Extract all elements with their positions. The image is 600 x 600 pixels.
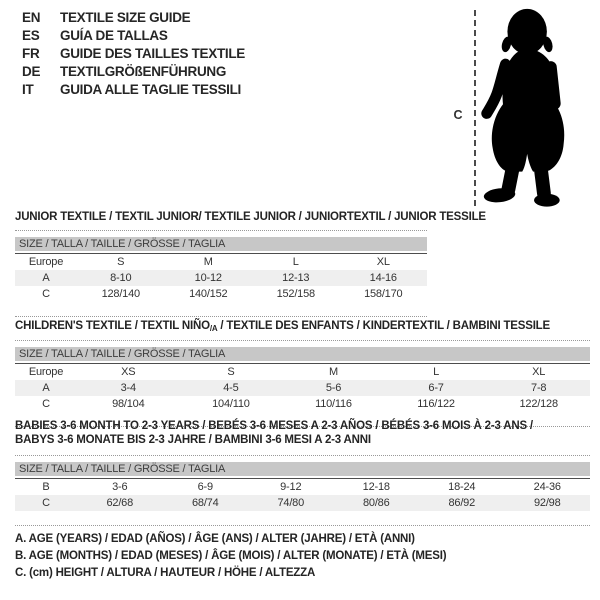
size-cell: XS: [77, 363, 180, 380]
lang-row-it: [22, 81, 245, 99]
babies-size-table-wrap: [15, 455, 590, 526]
children-title-part2: / TEXTILE DES ENFANTS / KINDERTEXTIL / BAMBINI TESSILE: [217, 320, 550, 332]
size-cell: 122/128: [519, 398, 558, 410]
lang-title: GUIDA ALLE TAGLIE TESSILI: [60, 82, 241, 97]
size-cell: XL: [487, 363, 590, 380]
babies-title-line1: BABIES 3-6 MONTH TO 2-3 YEARS / BEBÉS 3-6 MESES A 2-3 AÑOS / BÉBÉS 3-6 MOIS À 2-3 ANS /: [15, 420, 533, 432]
size-cell: 158/170: [364, 288, 403, 300]
row-label: A: [15, 270, 77, 286]
babies-table-title: [15, 419, 533, 447]
size-cell: 7-8: [487, 380, 590, 396]
row-label: B: [15, 478, 77, 495]
table-row-height: [15, 396, 590, 412]
size-cell: 4-5: [180, 380, 283, 396]
size-cell: 104/110: [212, 398, 250, 410]
size-cell: M: [165, 253, 253, 270]
size-cell: 6-9: [163, 478, 249, 495]
size-cell: 24-36: [505, 478, 591, 495]
children-size-table: [15, 347, 590, 412]
size-cell: 18-24: [419, 478, 505, 495]
table-row-age-months: [15, 478, 590, 495]
size-cell: 74/80: [248, 495, 334, 511]
height-measure-label: C: [453, 108, 463, 122]
size-cell: 86/92: [419, 495, 505, 511]
language-list: [22, 9, 245, 99]
size-cell: 5-6: [282, 380, 385, 396]
size-cell: 10-12: [165, 270, 253, 286]
lang-title: GUÍA DE TALLAS: [60, 28, 168, 43]
children-title-part1: CHILDREN'S TEXTILE / TEXTIL NIÑO: [15, 320, 210, 332]
table-row-height: [15, 286, 427, 302]
lang-row-en: [22, 9, 245, 27]
babies-title-line2: BABYS 3-6 MONATE BIS 2-3 JAHRE / BAMBINI 3-6 MESI A 2-3 ANNI: [15, 434, 371, 446]
junior-table-title: JUNIOR TEXTILE / TEXTIL JUNIOR/ TEXTILE JUNIOR / JUNIORTEXTIL / JUNIOR TESSILE: [15, 211, 486, 223]
size-cell: 12-13: [252, 270, 340, 286]
lang-title: TEXTILGRÖßENFÜHRUNG: [60, 64, 227, 79]
lang-code: ES: [22, 28, 40, 43]
size-header-band: SIZE / TALLA / TAILLE / GRÖSSE / TAGLIA: [15, 237, 427, 251]
footnotes: [15, 531, 446, 582]
footnote-age-years: A. AGE (YEARS) / EDAD (AÑOS) / ÂGE (ANS) / ALTER (JAHRE) / ETÀ (ANNI): [15, 533, 415, 545]
table-row-age: [15, 270, 427, 286]
size-cell: L: [252, 253, 340, 270]
lang-row-fr: [22, 45, 245, 63]
size-cell: 8-10: [77, 270, 165, 286]
lang-row-de: [22, 63, 245, 81]
footnote-height: C. (cm) HEIGHT / ALTURA / HAUTEUR / HÖHE / ALTEZZA: [15, 567, 316, 579]
junior-size-table: [15, 237, 427, 302]
children-size-table-wrap: [15, 340, 590, 427]
size-cell: S: [180, 363, 283, 380]
size-cell: 3-4: [77, 380, 180, 396]
lang-code: FR: [22, 46, 40, 61]
table-row-height: [15, 495, 590, 511]
size-header-band: SIZE / TALLA / TAILLE / GRÖSSE / TAGLIA: [15, 347, 590, 361]
lang-code: DE: [22, 64, 41, 79]
children-table-title: [15, 319, 550, 336]
lang-row-es: [22, 27, 245, 45]
size-cell: 62/68: [77, 495, 163, 511]
table-row-europe: [15, 363, 590, 380]
size-cell: 68/74: [163, 495, 249, 511]
lang-code: EN: [22, 10, 41, 25]
row-label: Europe: [15, 253, 77, 270]
size-cell: M: [282, 363, 385, 380]
size-cell: 116/122: [417, 398, 455, 410]
size-cell: 6-7: [385, 380, 488, 396]
size-cell: L: [385, 363, 488, 380]
lang-title: GUIDE DES TAILLES TEXTILE: [60, 46, 246, 61]
junior-size-table-wrap: [15, 230, 427, 317]
footnote-age-months: B. AGE (MONTHS) / EDAD (MESES) / ÂGE (MOIS) / ALTER (MONATE) / ETÀ (MESI): [15, 550, 447, 562]
lang-code: IT: [22, 82, 34, 97]
row-label: C: [42, 288, 50, 300]
table-row-europe: [15, 253, 427, 270]
row-label: Europe: [15, 363, 77, 380]
size-cell: 92/98: [505, 495, 591, 511]
row-label: C: [42, 398, 50, 410]
size-cell: 14-16: [340, 270, 428, 286]
size-cell: 3-6: [77, 478, 163, 495]
size-cell: 12-18: [334, 478, 420, 495]
table-row-age: [15, 380, 590, 396]
lang-title: TEXTILE SIZE GUIDE: [60, 10, 191, 25]
size-cell: 9-12: [248, 478, 334, 495]
size-cell: XL: [340, 253, 428, 270]
row-label: A: [15, 380, 77, 396]
size-header-band: SIZE / TALLA / TAILLE / GRÖSSE / TAGLIA: [15, 462, 590, 476]
row-label: C: [15, 495, 77, 511]
size-cell: 152/158: [276, 288, 315, 300]
babies-size-table: [15, 462, 590, 511]
size-cell: 140/152: [189, 288, 228, 300]
children-title-sub: /A: [209, 324, 218, 333]
size-cell: 98/104: [112, 398, 145, 410]
size-cell: 128/140: [101, 288, 140, 300]
height-dashed-line: [474, 10, 476, 206]
baby-silhouette-image: [478, 2, 598, 214]
size-cell: S: [77, 253, 165, 270]
size-cell: 110/116: [315, 398, 352, 410]
size-cell: 80/86: [334, 495, 420, 511]
